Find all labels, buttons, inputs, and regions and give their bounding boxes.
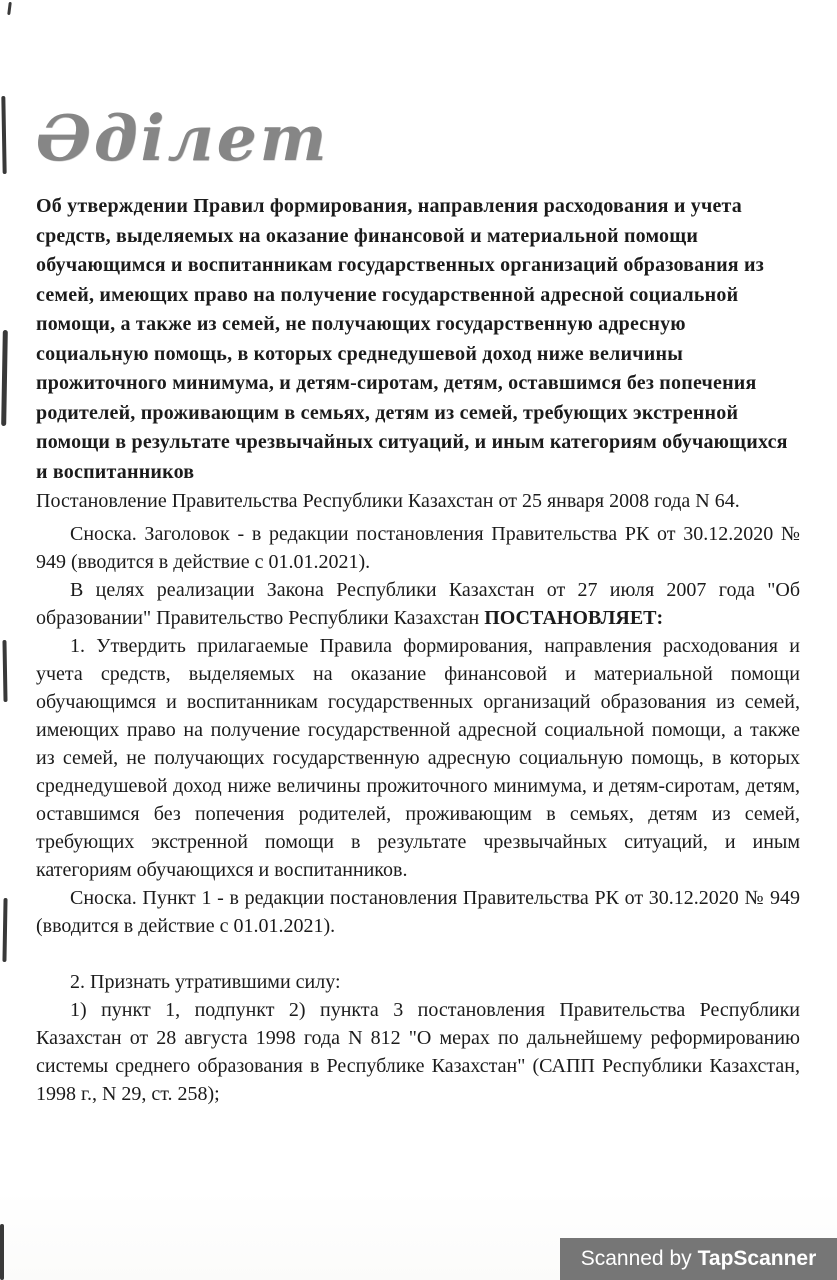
point-2-subpoint-1: 1) пункт 1, подпункт 2) пункта 3 постановления Правительства Республики Казахстан от 28 августа 1998 года N 812 "О мерах по дальнейшему реформированию системы среднего образования в Республике Казахстан" (САПП Республики Казахстан, 1998 г., N 29, ст. 258);: [36, 999, 800, 1105]
scan-edge-artifact: [1, 96, 6, 174]
preamble-text: В целях реализации Закона Республики Казахстан от 27 июля 2007 года "Об образовании" Правительство Республики Казахстан: [36, 579, 800, 629]
footnote-point1-amendment: Сноска. Пункт 1 - в редакции постановления Правительства РК от 30.12.2020 № 949 (вводится в действие с 01.01.2021).: [36, 887, 800, 937]
scan-edge-artifact: [2, 640, 7, 702]
footnote-title-amendment: Сноска. Заголовок - в редакции постановления Правительства РК от 30.12.2020 № 949 (вводится в действие с 01.01.2021).: [36, 523, 800, 573]
watermark-prefix: Scanned by: [580, 1247, 692, 1270]
document-page: [36, 0, 800, 1108]
document-title: Об утверждении Правил формирования, направления расходования и учета средств, выделяемых на оказание финансовой и материальной помощи обучающимся и воспитанникам государственных организаций образования из семей, имеющих право на получение государственной адресной социальной помощи, а также из семей, не получающих государственную адресную социальную помощь, в которых среднедушевой доход ниже величины прожиточного минимума, и детям-сиротам, детям, оставшимся без попечения родителей, проживающим в семьях, детям из семей, требующих экстренной помощи в результате чрезвычайных ситуаций, и иным категориям обучающихся и воспитанников: [36, 195, 788, 483]
scan-edge-artifact: [7, 2, 12, 15]
scan-edge-artifact: [0, 1224, 4, 1280]
point-2-heading: 2. Признать утратившими силу:: [70, 971, 341, 993]
point-1-paragraph: 1. Утвердить прилагаемые Правила формирования, направления расходования и учета средств, выделяемых на оказание финансовой и материальной помощи обучающимся и воспитанникам государственных организаций образования из семей, имеющих право на получение государственной адресной социальной помощи, а также из семей, не получающих государственную адресную социальную помощь, в которых среднедушевой доход ниже величины прожиточного минимума, и детям-сиротам, детям, оставшимся без попечения родителей, проживающим в семьях, детям из семей, требующих экстренной помощи в результате чрезвычайных ситуаций, и иным категориям обучающихся и воспитанников.: [36, 635, 800, 881]
resolves-keyword: ПОСТАНОВЛЯЕТ:: [484, 607, 664, 629]
tapscanner-watermark: [560, 1238, 837, 1280]
decree-reference: Постановление Правительства Республики Казахстан от 25 января 2008 года N 64.: [36, 490, 740, 512]
adilet-logo: Әділет: [36, 101, 330, 175]
scan-edge-artifact: [1, 330, 8, 426]
scan-edge-artifact: [2, 898, 7, 962]
preamble-paragraph: [36, 576, 800, 632]
watermark-brand: TapScanner: [697, 1247, 817, 1270]
